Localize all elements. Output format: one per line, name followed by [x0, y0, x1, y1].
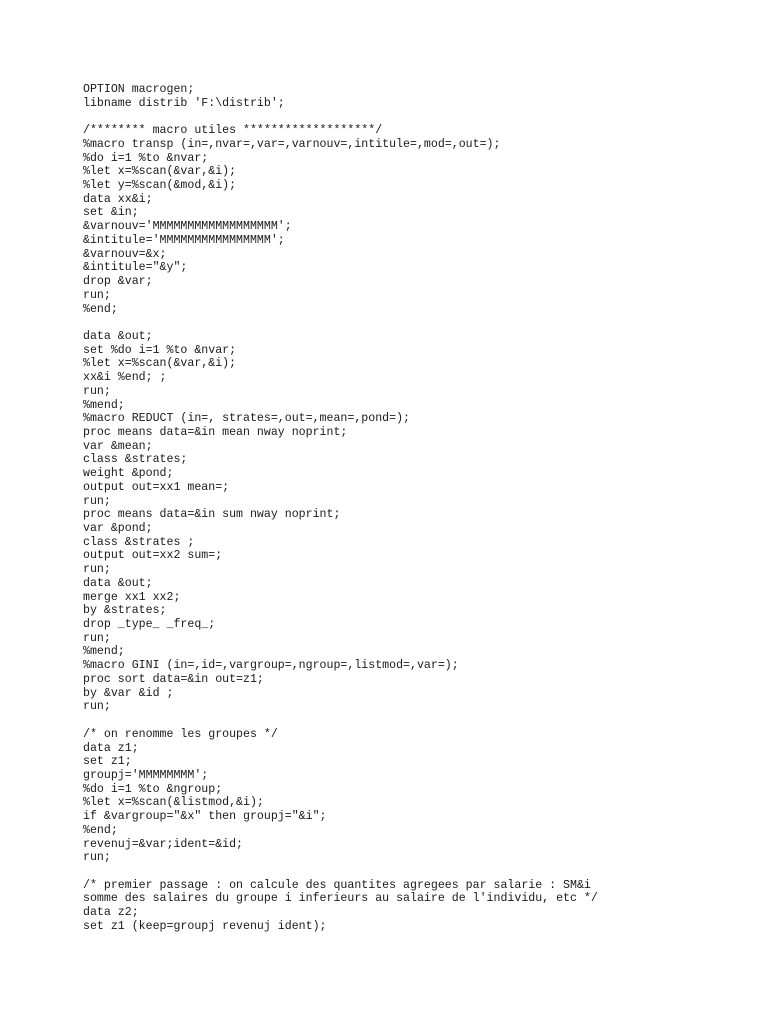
code-line: var &pond;: [83, 522, 153, 535]
code-line: proc sort data=&in out=z1;: [83, 672, 264, 686]
code-line: run;: [83, 384, 111, 398]
code-line: if &vargroup="&x" then groupj="&i";: [83, 810, 327, 824]
blank-line: [83, 714, 598, 728]
code-line: set z1;: [83, 755, 132, 769]
code-line: output out=xx2 sum=;: [83, 549, 223, 563]
code-line: %let x=%scan(&listmod,&i);: [83, 796, 264, 810]
code-line: %macro REDUCT (in=, strates=,out=,mean=,pond=);: [83, 412, 410, 426]
code-line: /* on renomme les groupes */: [83, 727, 278, 741]
code-line: &varnouv=&x;: [83, 247, 167, 261]
code-line: &intitule="&y";: [83, 261, 188, 275]
code-line: proc means data=&in sum nway noprint;: [83, 508, 341, 522]
code-line: libname distrib 'F:\distrib';: [83, 96, 285, 110]
code-line: %let x=%scan(&var,&i);: [83, 357, 237, 371]
code-line: %mend;: [83, 398, 125, 412]
code-line: /* premier passage : on calcule des quantites agregees par salarie : SM&i: [83, 878, 591, 892]
code-line: %let y=%scan(&mod,&i);: [83, 179, 237, 193]
sas-code-listing: [83, 83, 598, 934]
code-line: run;: [83, 700, 111, 714]
code-line: %mend;: [83, 645, 125, 659]
code-line: merge xx1 xx2;: [83, 590, 181, 604]
code-line: by &strates;: [83, 604, 167, 618]
code-line: data z2;: [83, 906, 139, 920]
code-line: somme des salaires du groupe i inferieurs au salaire de l'individu, etc */: [83, 892, 598, 906]
code-line: set &in;: [83, 206, 139, 220]
code-line: drop _type_ _freq_;: [83, 618, 216, 632]
code-line: %macro transp (in=,nvar=,var=,varnouv=,intitule=,mod=,out=);: [83, 137, 501, 151]
code-line: drop &var;: [83, 275, 153, 289]
code-line: &intitule='MMMMMMMMMMMMMMMM';: [83, 233, 285, 247]
code-line: %end;: [83, 823, 118, 837]
code-line: data &out;: [83, 576, 153, 590]
code-line: %macro GINI (in=,id=,vargroup=,ngroup=,listmod=,var=);: [83, 659, 459, 673]
blank-line: [83, 110, 598, 124]
code-line: groupj='MMMMMMMM';: [83, 768, 209, 782]
code-line: run;: [83, 631, 111, 645]
code-line: class &strates;: [83, 453, 188, 467]
code-line: proc means data=&in mean nway noprint;: [83, 425, 348, 439]
blank-line: [83, 865, 598, 879]
code-line: OPTION macrogen;: [83, 83, 195, 96]
code-line: %let x=%scan(&var,&i);: [83, 165, 237, 179]
code-line: data z1;: [83, 741, 139, 755]
code-line: set %do i=1 %to &nvar;: [83, 343, 237, 357]
code-line: run;: [83, 563, 111, 577]
code-line: %do i=1 %to &ngroup;: [83, 782, 223, 796]
code-line: run;: [83, 851, 111, 865]
code-line: weight &pond;: [83, 467, 174, 481]
code-line: data xx&i;: [83, 192, 153, 206]
code-line: run;: [83, 288, 111, 302]
code-line: xx&i %end; ;: [83, 371, 167, 385]
code-line: /******** macro utiles *******************/: [83, 124, 383, 138]
code-line: &varnouv='MMMMMMMMMMMMMMMMMM';: [83, 220, 292, 234]
code-line: revenuj=&var;ident=&id;: [83, 837, 244, 851]
code-line: data &out;: [83, 329, 153, 343]
code-line: class &strates ;: [83, 535, 195, 549]
code-line: var &mean;: [83, 439, 153, 453]
blank-line: [83, 316, 598, 330]
code-line: set z1 (keep=groupj revenuj ident);: [83, 919, 327, 933]
code-line: by &var &id ;: [83, 686, 174, 700]
code-line: %end;: [83, 302, 118, 316]
code-line: run;: [83, 494, 111, 508]
code-line: output out=xx1 mean=;: [83, 480, 230, 494]
code-line: %do i=1 %to &nvar;: [83, 151, 209, 165]
